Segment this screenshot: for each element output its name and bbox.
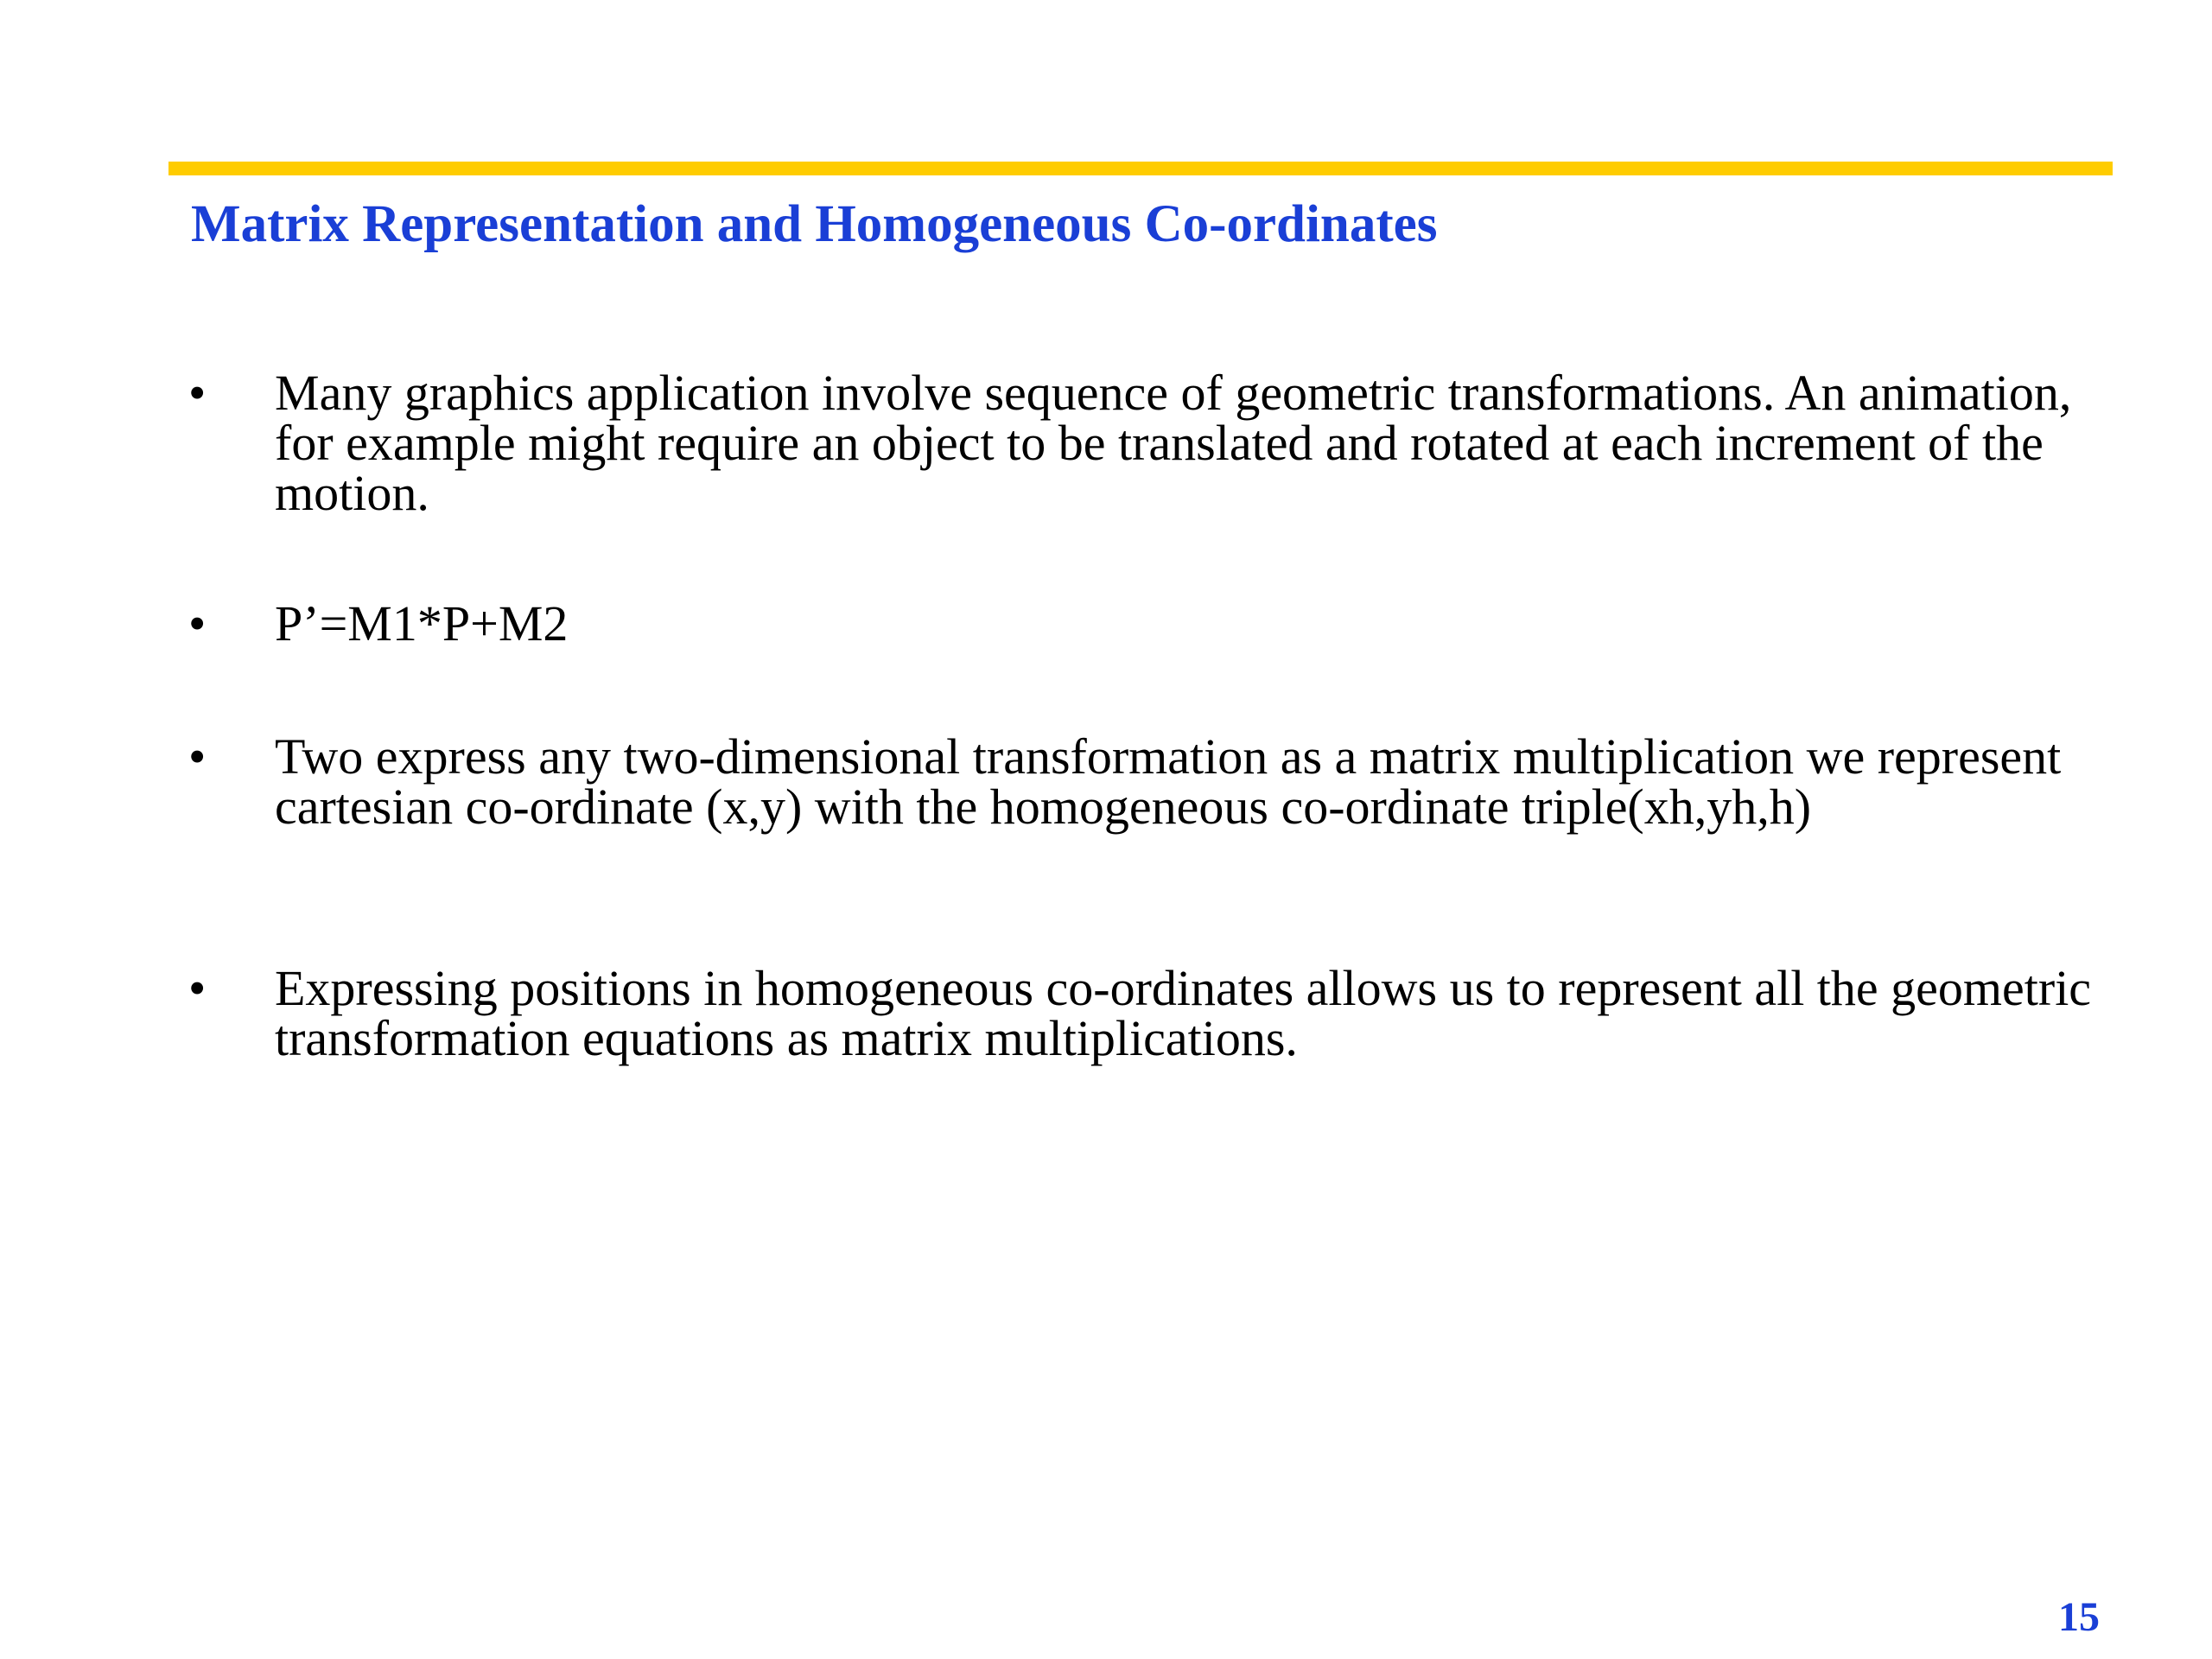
bullet-text: Two express any two-dimensional transformation as a matrix multiplication we represent cartesian co-ordinate (x,y) with the homogeneous co-ordinate triple(xh,yh,h) bbox=[275, 728, 2062, 835]
bullet-text: P’=M1*P+M2 bbox=[275, 595, 569, 652]
bullet-marker: • bbox=[188, 960, 207, 1016]
title-accent-rule bbox=[168, 162, 2113, 175]
bullet-marker: • bbox=[188, 365, 207, 421]
page-number: 15 bbox=[2058, 1594, 2100, 1640]
bullet-marker: • bbox=[188, 728, 207, 785]
bullet-marker: • bbox=[188, 595, 207, 652]
bullet-text: Many graphics application involve sequence of geometric transformations. An animation, for example might require an object to be translated and rotated at each increment of the motion. bbox=[275, 365, 2072, 521]
slide-title: Matrix Representation and Homogeneous Co-ordinates bbox=[191, 195, 1438, 253]
bullet-text: Expressing positions in homogeneous co-ordinates allows us to represent all the geometric transformation equations as matrix multiplications. bbox=[275, 960, 2092, 1066]
